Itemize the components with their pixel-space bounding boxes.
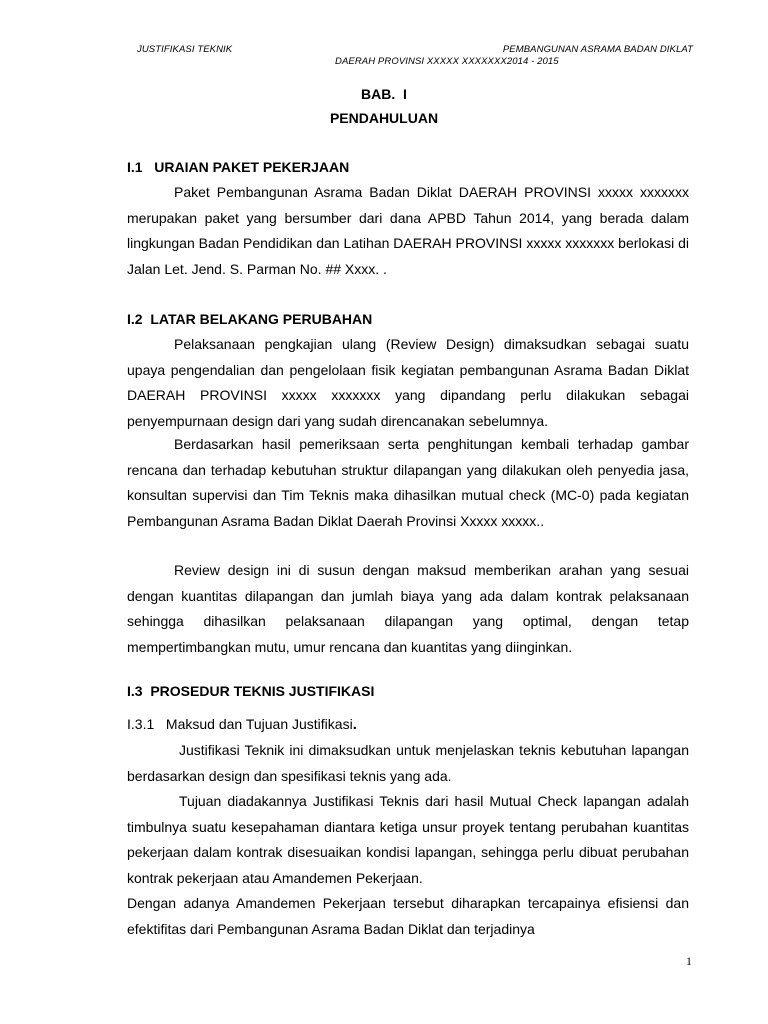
section-heading-1-1: I.1 URAIAN PAKET PEKERJAAN <box>127 159 350 175</box>
section-1-2-paragraph-1: Pelaksanaan pengkajian ulang (Review Design) dimaksudkan sebagai suatu upaya pengendalian dan pengelolaan fisik kegiatan pembangunan Asrama Badan Diklat DAERAH PROVINSI xxxxx xxxxxxx yang dipandang perlu dilakukan sebagai penyempurnaan design dari yang sudah direncanakan sebelumnya. <box>127 336 689 429</box>
page-number: 1 <box>686 954 692 968</box>
section-1-3-paragraph-1: Justifikasi Teknik ini dimaksudkan untuk menjelaskan teknis kebutuhan lapangan berdasarkan design dan spesifikasi teknis yang ada. <box>127 742 689 784</box>
running-header-left: JUSTIFIKASI TEKNIK <box>137 44 233 55</box>
running-header-right-line1: PEMBANGUNAN ASRAMA BADAN DIKLAT <box>502 44 693 55</box>
chapter-number: BAB. I <box>361 86 407 102</box>
subsection-number: I.3.1 <box>127 716 155 732</box>
subsection-heading-1-3-1 <box>127 716 357 733</box>
subsection-title-period: . <box>352 716 357 733</box>
section-heading-1-3: I.3 PROSEDUR TEKNIS JUSTIFIKASI <box>127 683 375 699</box>
running-header-right-line2: DAERAH PROVINSI XXXXX XXXXXXX2014 - 2015 <box>335 56 559 67</box>
section-1-3-paragraph-2: Tujuan diadakannya Justifikasi Teknis dari hasil Mutual Check lapangan adalah timbulnya suatu kesepahaman diantara ketiga unsur proyek tentang perubahan kuantitas pekerjaan dalam kontrak disesuaikan kondisi lapangan, sehingga perlu dibuat perubahan kontrak pekerjaan atau Amandemen Pekerjaan. <box>127 793 689 886</box>
chapter-title: PENDAHULUAN <box>329 110 439 126</box>
section-1-1-paragraph-1: Paket Pembangunan Asrama Badan Diklat DAERAH PROVINSI xxxxx xxxxxxx merupakan paket yang bersumber dari dana APBD Tahun 2014, yang berada dalam lingkungan Badan Pendidikan dan Latihan DAERAH PROVINSI xxxxx xxxxxxx berlokasi di Jalan Let. Jend. S. Parman No. ## Xxxx. . <box>127 184 689 277</box>
section-1-2-paragraph-2: Berdasarkan hasil pemeriksaan serta penghitungan kembali terhadap gambar rencana dan terhadap kebutuhan struktur dilapangan yang dilakukan oleh penyedia jasa, konsultan supervisi dan Tim Teknis maka dihasilkan mutual check (MC-0) pada kegiatan Pembangunan Asrama Badan Diklat Daerah Provinsi Xxxxx xxxxx.. <box>127 436 689 529</box>
subsection-title: Maksud dan Tujuan Justifikasi <box>165 716 353 732</box>
section-heading-1-2: I.2 LATAR BELAKANG PERUBAHAN <box>127 311 373 327</box>
section-1-3-paragraph-3: Dengan adanya Amandemen Pekerjaan tersebut diharapkan tercapainya efisiensi dan efektifitas dari Pembangunan Asrama Badan Diklat dan terjadinya <box>127 895 689 937</box>
section-1-2-paragraph-3: Review design ini di susun dengan maksud memberikan arahan yang sesuai dengan kuantitas dilapangan dan jumlah biaya yang ada dalam kontrak pelaksanaan sehingga dihasilkan pelaksanaan dilapangan yang optimal, dengan tetap mempertimbangkan mutu, umur rencana dan kuantitas yang diinginkan. <box>127 562 689 655</box>
